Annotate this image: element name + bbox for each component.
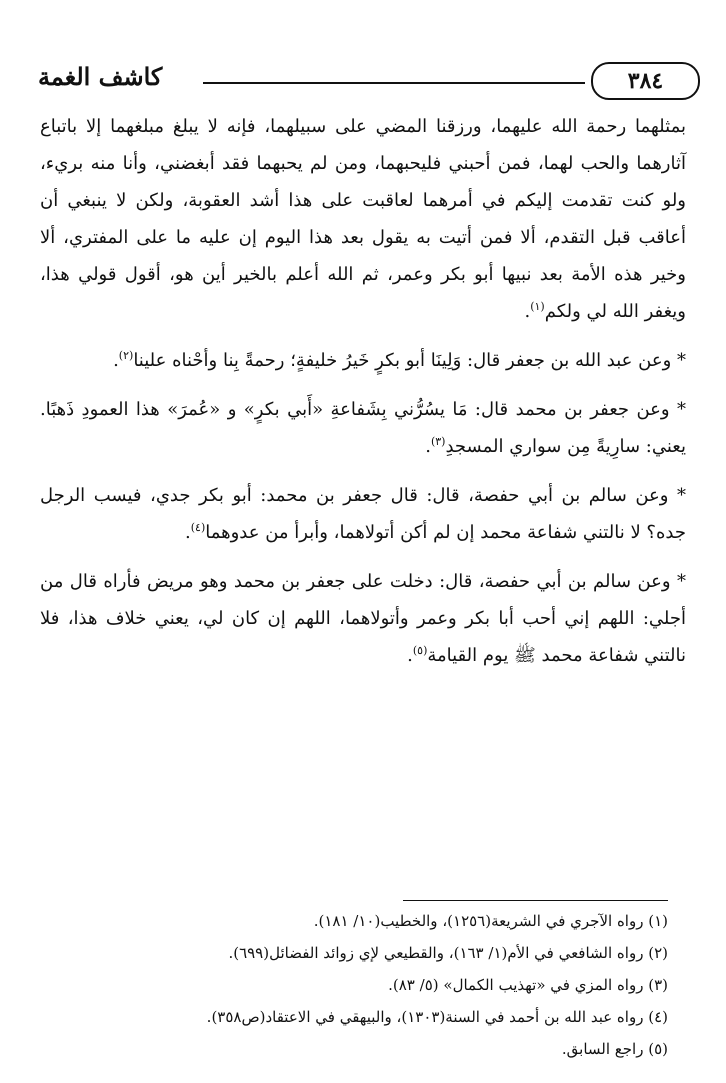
paragraph-2: * وعن عبد الله بن جعفر قال: وَلِينَا أبو بكرٍ خَيرُ خليفةٍ؛ رحمةً بِنا وأحْناه علينا$^{(٢)}$. [113, 349, 686, 371]
paragraph-5: * وعن سالم بن أبي حفصة، قال: دخلت على جعفر بن محمد وهو مريض فأراه قال من أجلي: اللهم إني أحب أبا بكر وعمر وأتولاهما، اللهم إن كان لي، يعني خلاف هذا، فلا نالتني شفاعة محمد ﷺ يوم القيامة$^{(٥)}$. [40, 571, 686, 666]
paragraph-4: * وعن سالم بن أبي حفصة، قال: قال جعفر بن محمد: أبو بكر جدي، فيسب الرجل جده؟ لا نالتني شفاعة محمد إن لم أكن أتولاهما، وأبرأ من عدوهما$^{(٤)}$. [40, 485, 686, 543]
header-rule [203, 82, 585, 84]
footnote-5: (٥) راجع السابق. [561, 1040, 668, 1058]
page-header [28, 60, 700, 100]
main-text [40, 108, 686, 686]
page-number-badge [591, 62, 700, 100]
footnote-ref-5: (٥) [412, 644, 428, 657]
footnote-ref-4: (٤) [190, 521, 206, 534]
footnote-3: (٣) رواه المزي في «تهذيب الكمال» (٥/ ٨٣). [388, 976, 668, 994]
footnotes [40, 905, 668, 1065]
footnote-ref-2: (٢) [118, 349, 134, 362]
footnote-separator [403, 900, 668, 901]
footnote-ref-1: (١) [530, 300, 545, 313]
footnote-4: (٤) رواه عبد الله بن أحمد في السنة(١٣٠٣)، والبيهقي في الاعتقاد(ص٣٥٨). [206, 1008, 668, 1026]
footnote-1: (١) رواه الآجري في الشريعة(١٢٥٦)، والخطيب(١٠/ ١٨١). [313, 912, 668, 930]
running-title: كاشف الغمة [38, 62, 163, 91]
page-number: ٣٨٤ [627, 68, 664, 94]
paragraph-1: بمثلهما رحمة الله عليهما، ورزقنا المضي على سبيلهما، فإنه لا يبلغ مبلغهما إلا باتباع آثارهما والحب لهما، فمن أحبني فليحبهما، ومن لم يحبهما فقد أبغضني، وأنا منه بريء، ولو كنت تقدمت إليكم في أمرهما لعاقبت على هذا أشد العقوبة، ولكن لا ينبغي أن أعاقب قبل التقدم، ألا فمن أتيت به يقول بعد هذا اليوم إن عليه ما على المفتري، ألا وخير هذه الأمة بعد نبيها أبو بكر وعمر، ثم الله أعلم بالخير أين هو، أقول قولي هذا، ويغفر الله لي ولكم$^{(١)}$. [40, 116, 686, 322]
paragraph-3: * وعن جعفر بن محمد قال: مَا يسُرُّني بِشَفاعةِ «أَبي بكرٍ» و «عُمرَ» هذا العمودِ ذَهبًا. يعني: سارِيةً مِن سواري المسجدِ$^{(٣)}$. [40, 399, 686, 457]
footnote-2: (٢) رواه الشافعي في الأم(١/ ١٦٣)، والقطيعي لإي زوائد الفضائل(٦٩٩). [228, 944, 668, 962]
footnote-ref-3: (٣) [430, 435, 446, 448]
